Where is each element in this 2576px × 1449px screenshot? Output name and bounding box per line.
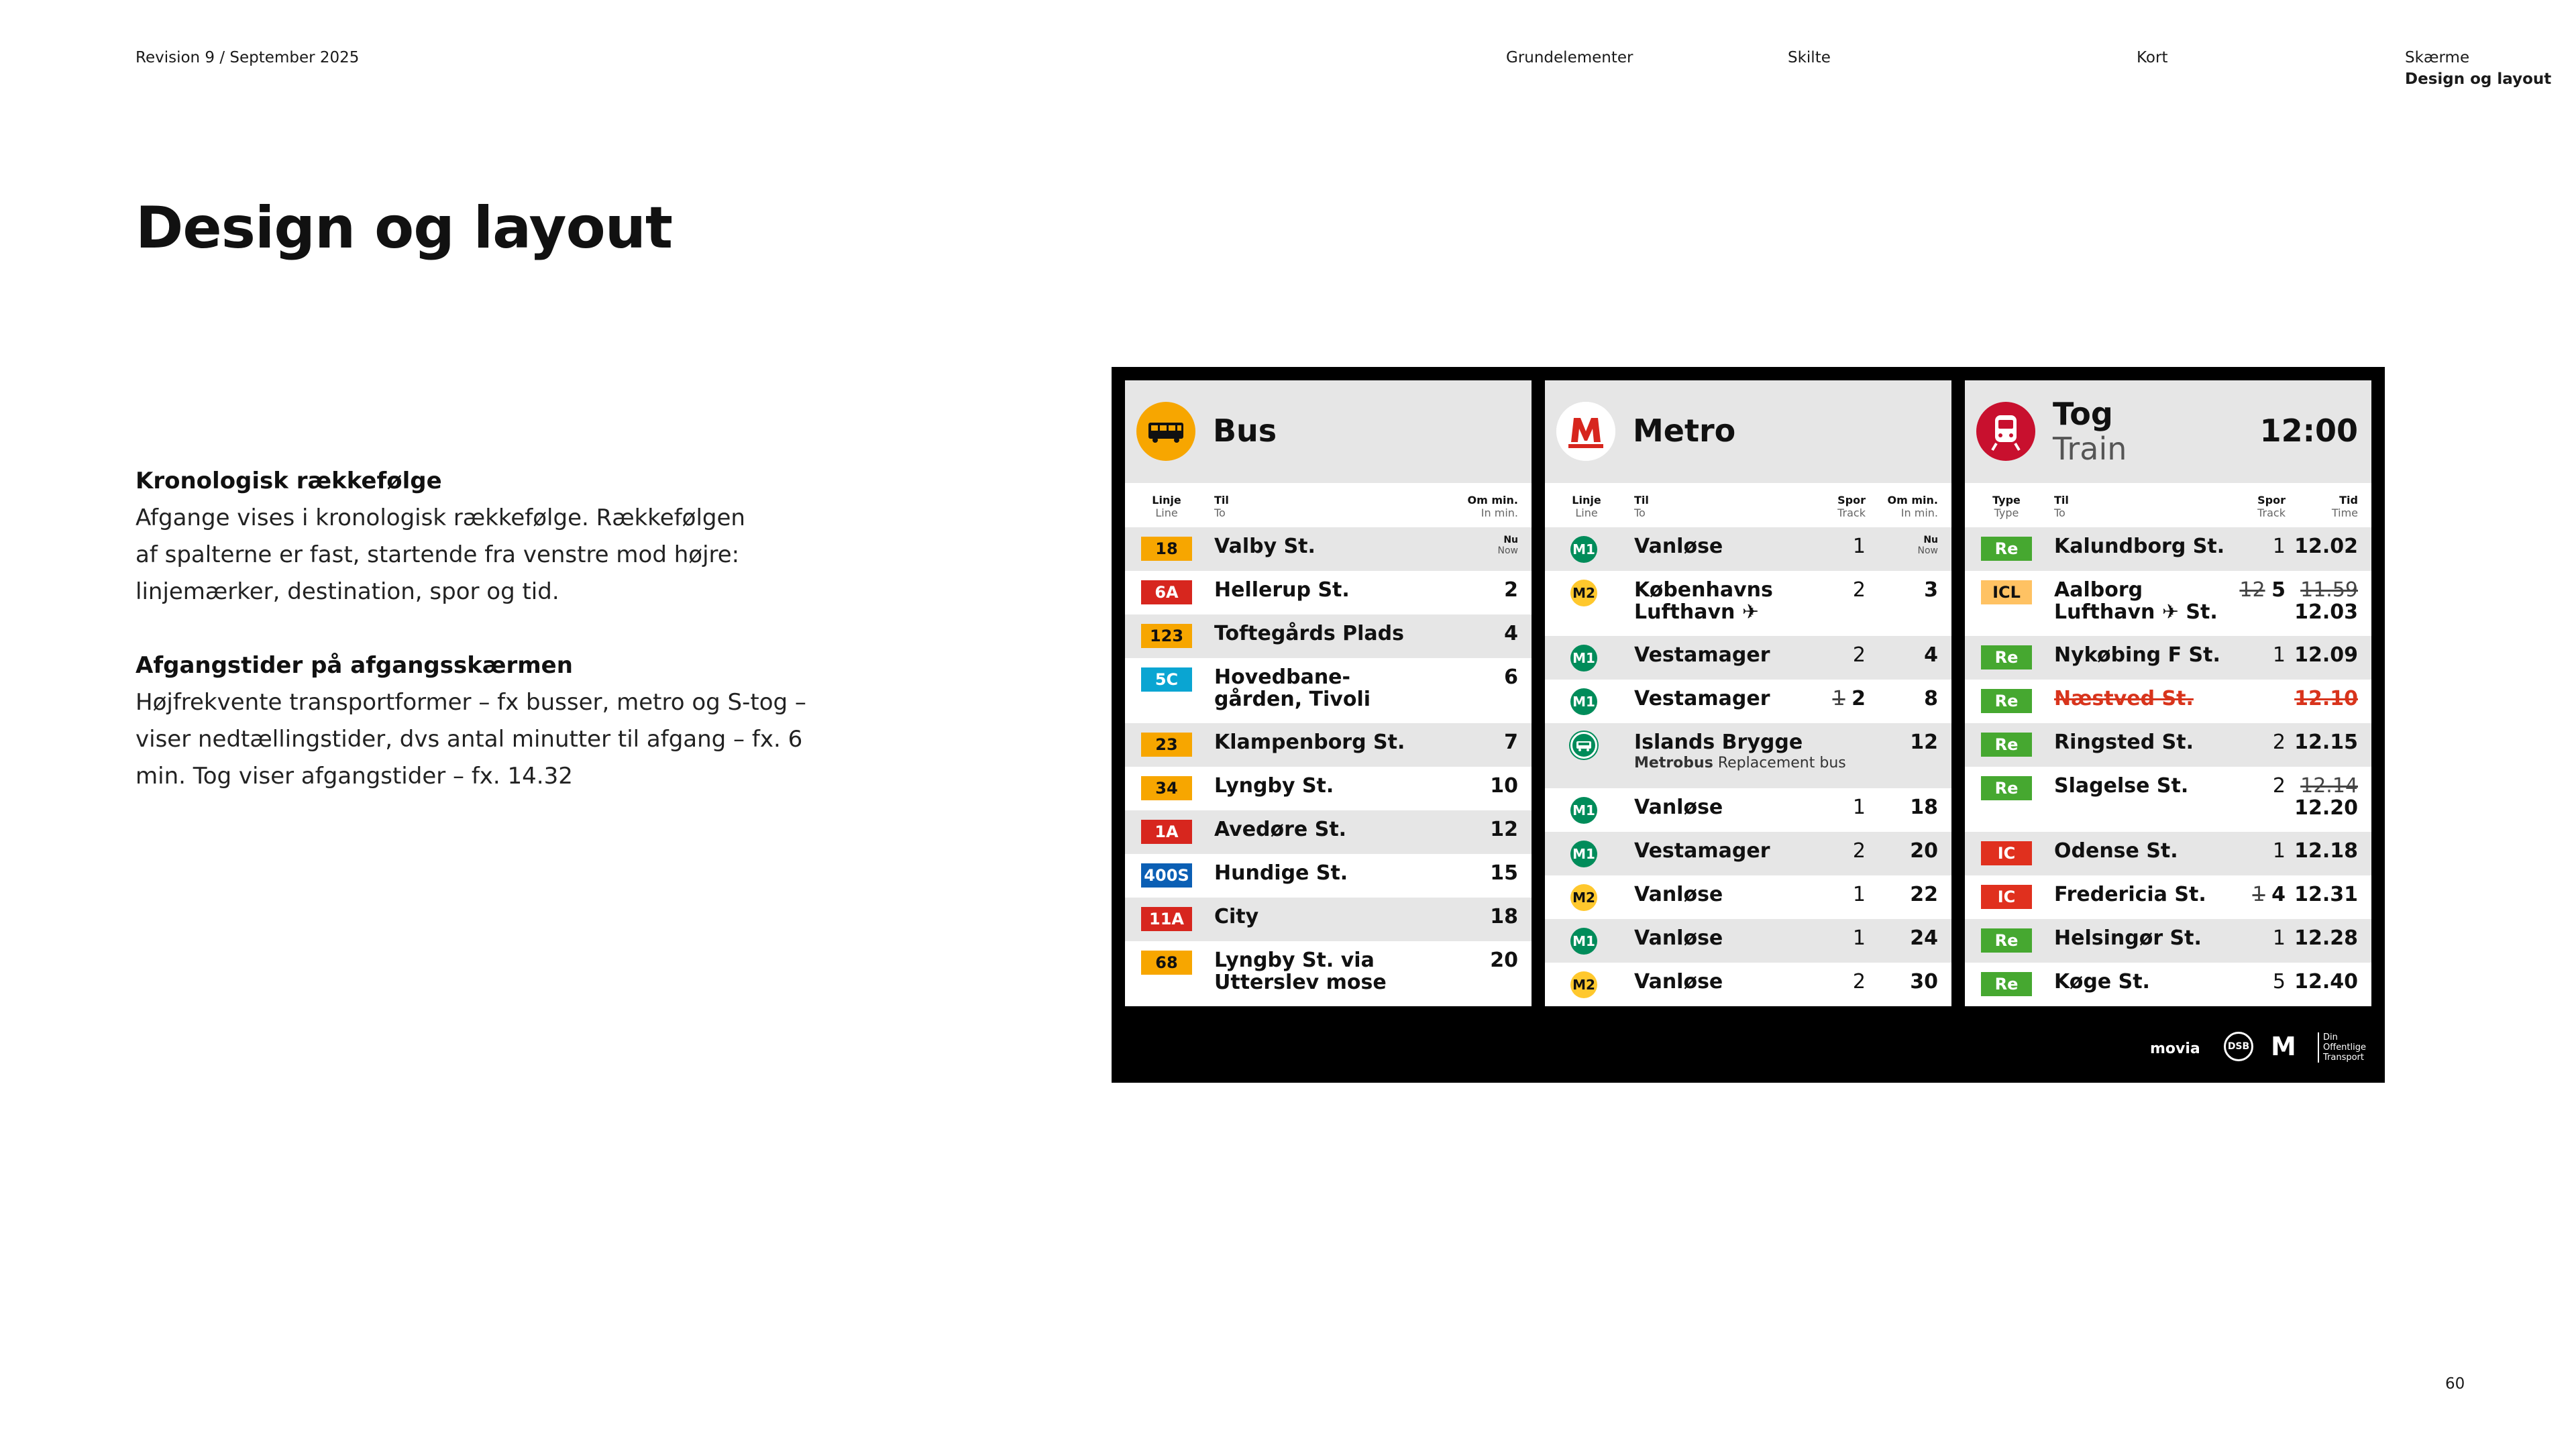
departure-time	[2294, 883, 2358, 906]
revision-label: Revision 9 / September 2025	[136, 49, 360, 66]
minutes: 30	[1910, 970, 1938, 994]
metro-departure-row	[1545, 963, 1951, 1006]
note-text: Replacement bus	[1717, 755, 1846, 771]
section-heading: Afgangstider på afgangsskærmen	[136, 652, 573, 679]
metro-departure-row	[1545, 788, 1951, 832]
metro-departure-row	[1545, 919, 1951, 963]
nav-item-skaerme-label: Skærme	[2405, 49, 2470, 66]
time: 12.28	[2294, 926, 2358, 950]
col-min: Om min.	[1887, 494, 1938, 506]
metro-icon	[1556, 402, 1615, 461]
train-type-badge: Re	[1981, 776, 2032, 800]
col-to: Til	[1214, 494, 1229, 506]
track-number: 1	[2272, 643, 2286, 667]
time: 12.02	[2294, 535, 2358, 558]
destination: Vestamager	[1634, 839, 1770, 863]
minutes: 4	[1504, 622, 1518, 645]
destination: Fredericia St.	[2054, 883, 2206, 906]
metro-line-badge: M1	[1570, 688, 1597, 715]
track-number: 1	[1852, 796, 1866, 819]
destination: Vanløse	[1634, 535, 1723, 558]
din-offentlige-transport-logo: Din Offentlige Transport	[2318, 1032, 2366, 1063]
metro-logo: M	[2271, 1032, 2296, 1061]
line-badge: 23	[1141, 733, 1192, 757]
train-type-badge: Re	[1981, 537, 2032, 561]
departure-time	[2294, 775, 2358, 819]
departure-time	[2294, 688, 2358, 710]
destination: Lyngby St. via Utterslev mose	[1214, 949, 1387, 994]
train-type-badge: Re	[1981, 689, 2032, 713]
destination: Hellerup St.	[1214, 578, 1350, 602]
bus-departure-row	[1125, 571, 1532, 614]
old-track: 1	[2252, 883, 2265, 906]
train-departure-row	[1965, 963, 2371, 1006]
departs-now	[1918, 535, 1939, 556]
bus-panel	[1125, 380, 1532, 1006]
train-type-badge: Re	[1981, 972, 2032, 996]
departure-time	[2294, 971, 2358, 993]
minutes: 2	[1504, 578, 1518, 602]
destination	[1634, 731, 1846, 773]
train-departure-row	[1965, 636, 2371, 680]
bus-departure-row	[1125, 723, 1532, 767]
col-line: Linje	[1152, 494, 1181, 506]
metro-departure-row	[1545, 636, 1951, 680]
destination: Vestamager	[1634, 687, 1770, 710]
minutes: 15	[1490, 861, 1518, 885]
old-time: 11.59	[2300, 578, 2358, 602]
metro-line-badge: M1	[1570, 928, 1597, 955]
bus-icon	[1136, 402, 1195, 461]
line-badge: 5C	[1141, 667, 1192, 692]
minutes: 6	[1504, 665, 1518, 689]
col-track-en: Track	[2257, 506, 2286, 519]
bus-column-header	[1125, 483, 1532, 527]
train-type-badge: IC	[1981, 885, 2032, 909]
destination: Aalborg Lufthavn ✈ St.	[2054, 578, 2218, 624]
bus-departure-row	[1125, 941, 1532, 1006]
destination: Lyngby St.	[1214, 774, 1334, 798]
train-departure-row	[1965, 527, 2371, 571]
nav-item-grundelementer[interactable]: Grundelementer	[1506, 49, 1633, 66]
track-number: 1	[2272, 926, 2286, 950]
minutes: 12	[1910, 731, 1938, 754]
now-label: Nu	[1923, 535, 1938, 545]
bus-panel-title: Bus	[1213, 413, 1277, 449]
line-badge: 18	[1141, 537, 1192, 561]
time: 12.15	[2294, 731, 2358, 754]
destination: Vanløse	[1634, 970, 1723, 994]
intro-text	[136, 463, 840, 795]
col-time-en: Time	[2331, 506, 2358, 519]
minutes: 4	[1924, 643, 1938, 667]
track-number: 1	[1852, 883, 1866, 906]
col-min: Om min.	[1467, 494, 1518, 506]
metro-panel-header	[1545, 380, 1951, 483]
now-label-en: Now	[1497, 545, 1518, 556]
page-title: Design og layout	[136, 195, 673, 262]
metro-panel-title: Metro	[1633, 413, 1736, 449]
bus-departure-row	[1125, 810, 1532, 854]
train-type-badge: Re	[1981, 928, 2032, 953]
col-to: Til	[1634, 494, 1649, 506]
metro-departure-row	[1545, 571, 1951, 636]
metro-departure-row	[1545, 875, 1951, 919]
track	[2252, 883, 2286, 906]
departs-now	[1498, 535, 1519, 556]
destination: Hovedbane- gården, Tivoli	[1214, 665, 1371, 711]
departure-time	[2294, 535, 2358, 557]
now-label: Nu	[1503, 535, 1518, 545]
destination: Københavns Lufthavn ✈	[1634, 578, 1773, 624]
train-departure-row	[1965, 875, 2371, 919]
train-type-badge: Re	[1981, 733, 2032, 757]
now-label-en: Now	[1917, 545, 1938, 556]
old-track: 12	[2239, 578, 2265, 602]
track	[2239, 579, 2286, 601]
col-line-en: Line	[1155, 506, 1178, 519]
train-departure-row	[1965, 767, 2371, 832]
track	[1853, 883, 1866, 906]
track-number: 2	[1852, 643, 1866, 667]
train-panel-title: Tog	[2053, 396, 2113, 432]
train-departure-row	[1965, 723, 2371, 767]
nav-subitem-design-og-layout[interactable]: Design og layout	[2405, 70, 2552, 88]
destination: City	[1214, 905, 1259, 928]
line-badge: 6A	[1141, 580, 1192, 604]
new-time: 12.03	[2294, 600, 2358, 624]
destination: Vanløse	[1634, 796, 1723, 819]
col-to: Til	[2054, 494, 2069, 506]
new-track: 5	[2271, 578, 2286, 602]
minutes: 18	[1910, 796, 1938, 819]
old-time: 12.14	[2300, 774, 2358, 798]
train-panel-subtitle: Train	[2053, 431, 2127, 467]
minutes: 7	[1504, 731, 1518, 754]
train-departure-row	[1965, 919, 2371, 963]
bus-panel-header	[1125, 380, 1532, 483]
note-service: Metrobus	[1634, 755, 1713, 771]
train-icon	[1976, 402, 2035, 461]
replacement-bus-icon	[1570, 732, 1597, 759]
track-number: 1	[1852, 535, 1866, 558]
metro-line-badge: M1	[1570, 645, 1597, 672]
train-departure-row	[1965, 680, 2371, 723]
destination: Vanløse	[1634, 883, 1723, 906]
track	[2273, 775, 2286, 797]
col-to-en: To	[2054, 506, 2065, 519]
time: 12.09	[2294, 643, 2358, 667]
page-number: 60	[2445, 1375, 2465, 1393]
destination: Kalundborg St.	[2054, 535, 2225, 558]
metro-line-badge: M1	[1570, 841, 1597, 867]
line-badge: 11A	[1141, 907, 1192, 931]
section-line: Højfrekvente transportformer – fx busser, metro og S-tog –	[136, 689, 806, 716]
destination: Næstved St.	[2054, 687, 2194, 710]
line-badge: 68	[1141, 951, 1192, 975]
metro-line-badge: M1	[1570, 797, 1597, 824]
departure-time	[2294, 579, 2358, 623]
track	[1853, 644, 1866, 666]
minutes: 20	[1490, 949, 1518, 972]
metro-departure-row	[1545, 832, 1951, 875]
metro-departure-row	[1545, 680, 1951, 723]
movia-logo: movia	[2150, 1040, 2200, 1057]
departure-time	[2294, 731, 2358, 753]
minutes: 24	[1910, 926, 1938, 950]
track-number: 2	[1852, 578, 1866, 602]
departure-time	[2294, 644, 2358, 666]
time: 12.40	[2294, 970, 2358, 994]
metro-panel	[1545, 380, 1951, 1006]
line-badge: 123	[1141, 624, 1192, 648]
train-panel	[1965, 380, 2371, 1006]
time: 12.18	[2294, 839, 2358, 863]
train-type-badge: IC	[1981, 841, 2032, 865]
bus-departure-row	[1125, 767, 1532, 810]
metro-line-badge: M2	[1570, 580, 1597, 606]
metro-departure-row	[1545, 527, 1951, 571]
track	[1853, 971, 1866, 993]
col-to-en: To	[1634, 506, 1646, 519]
section-line: Afgange vises i kronologisk rækkefølge. Rækkefølgen	[136, 504, 745, 531]
col-to-en: To	[1214, 506, 1226, 519]
minutes: 18	[1490, 905, 1518, 928]
track-number: 1	[2272, 535, 2286, 558]
track	[2273, 535, 2286, 557]
destination: Valby St.	[1214, 535, 1316, 558]
operator-logos	[2150, 1028, 2371, 1063]
destination: Nykøbing F St.	[2054, 643, 2220, 667]
nav-item-kort[interactable]: Kort	[2137, 49, 2168, 66]
bus-departure-row	[1125, 658, 1532, 723]
destination: Slagelse St.	[2054, 774, 2189, 798]
col-type-en: Type	[1994, 506, 2019, 519]
track	[2273, 644, 2286, 666]
bus-departure-row	[1125, 614, 1532, 658]
bus-departure-row	[1125, 898, 1532, 941]
col-time: Tid	[2339, 494, 2358, 506]
destination: Odense St.	[2054, 839, 2178, 863]
col-track: Spor	[1837, 494, 1866, 506]
destination: Vanløse	[1634, 926, 1723, 950]
destination: Helsingør St.	[2054, 926, 2202, 950]
train-panel-header	[1965, 380, 2371, 483]
col-line-en: Line	[1575, 506, 1598, 519]
destination: Køge St.	[2054, 970, 2150, 994]
col-line: Linje	[1572, 494, 1601, 506]
time: 12.10	[2294, 687, 2358, 710]
minutes: 8	[1924, 687, 1938, 710]
bus-departure-row	[1125, 527, 1532, 571]
train-column-header	[1965, 483, 2371, 527]
track	[1853, 840, 1866, 862]
track	[2273, 731, 2286, 753]
new-time: 12.20	[2294, 796, 2358, 820]
track-number: 2	[1852, 970, 1866, 994]
metro-departure-row	[1545, 723, 1951, 788]
dsb-logo: DSB	[2224, 1032, 2253, 1061]
track-number: 5	[2272, 970, 2286, 994]
track-number: 2	[2272, 731, 2286, 754]
minutes: 22	[1910, 883, 1938, 906]
destination: Hundige St.	[1214, 861, 1348, 885]
destination: Avedøre St.	[1214, 818, 1347, 841]
destination: Vestamager	[1634, 643, 1770, 667]
metro-line-badge: M2	[1570, 884, 1597, 911]
section-line: viser nedtællingstider, dvs antal minutter til afgang – fx. 6	[136, 726, 803, 753]
clock: 12:00	[2259, 413, 2358, 449]
track	[1853, 535, 1866, 557]
departure-time	[2294, 840, 2358, 862]
minutes: 20	[1910, 839, 1938, 863]
track	[2273, 840, 2286, 862]
destination: Klampenborg St.	[1214, 731, 1405, 754]
col-track-en: Track	[1837, 506, 1866, 519]
train-departure-row	[1965, 832, 2371, 875]
line-badge: 1A	[1141, 820, 1192, 844]
col-min-en: In min.	[1481, 506, 1518, 519]
metro-line-badge: M1	[1570, 536, 1597, 563]
track	[1853, 579, 1866, 601]
col-type: Type	[1992, 494, 2021, 506]
col-track: Spor	[2257, 494, 2286, 506]
section-line: linjemærker, destination, spor og tid.	[136, 578, 559, 605]
track-number: 2	[1852, 839, 1866, 863]
time: 12.31	[2294, 883, 2358, 906]
minutes: 12	[1490, 818, 1518, 841]
destination-note	[1634, 753, 1846, 773]
line-badge: 34	[1141, 776, 1192, 800]
new-track: 4	[2271, 883, 2286, 906]
train-departure-row	[1965, 571, 2371, 636]
destination: Ringsted St.	[2054, 731, 2194, 754]
track	[2273, 971, 2286, 993]
track	[1853, 927, 1866, 949]
nav-item-skaerme[interactable]	[2405, 47, 2551, 90]
train-type-badge: Re	[1981, 645, 2032, 669]
destination: Toftegårds Plads	[1214, 622, 1404, 645]
line-badge: 400S	[1141, 863, 1192, 888]
section-line: min. Tog viser afgangstider – fx. 14.32	[136, 763, 573, 790]
new-track: 2	[1851, 687, 1866, 710]
col-min-en: In min.	[1900, 506, 1938, 519]
minutes: 3	[1924, 578, 1938, 602]
train-type-badge: ICL	[1981, 580, 2032, 604]
section-line: af spalterne er fast, startende fra venstre mod højre:	[136, 541, 740, 568]
departure-board	[1112, 367, 2385, 1083]
track	[2273, 927, 2286, 949]
metro-line-badge: M2	[1570, 971, 1597, 998]
track-number: 2	[2272, 774, 2286, 798]
section-heading: Kronologisk rækkefølge	[136, 468, 442, 494]
old-track: 1	[1832, 687, 1845, 710]
track-number: 1	[1852, 926, 1866, 950]
destination-name: Islands Brygge	[1634, 731, 1803, 754]
minutes: 10	[1490, 774, 1518, 798]
bus-departure-row	[1125, 854, 1532, 898]
track	[1853, 796, 1866, 818]
track-number: 1	[2272, 839, 2286, 863]
nav-item-skilte[interactable]: Skilte	[1788, 49, 1831, 66]
metro-column-header	[1545, 483, 1951, 527]
departure-time	[2294, 927, 2358, 949]
track	[1832, 688, 1866, 710]
